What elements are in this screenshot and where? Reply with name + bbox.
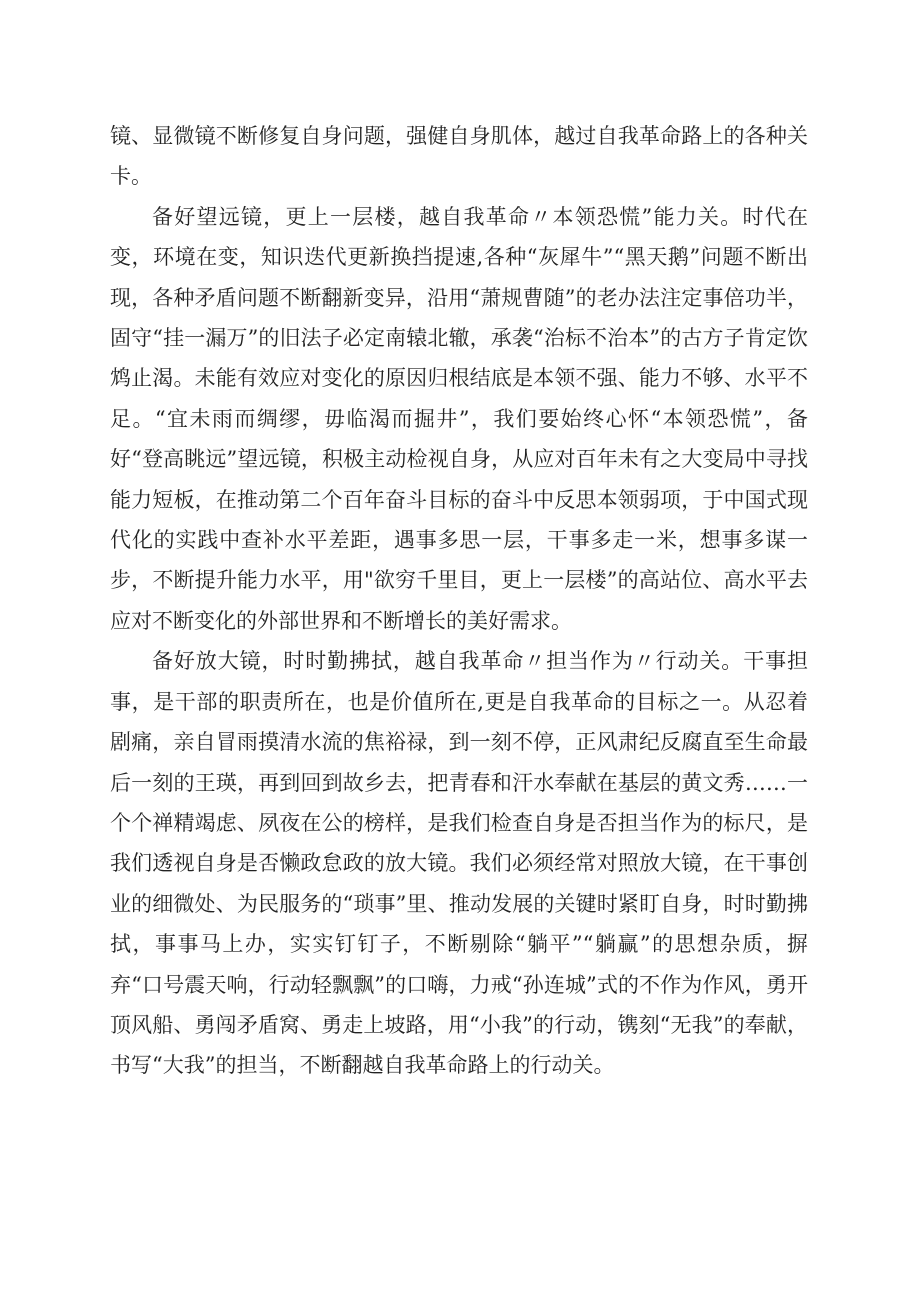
paragraph-telescope: 备好望远镜，更上一层楼，越自我革命〃本领恐慌”能力关。时代在变，环境在变，知识迭代更新换挡提速,各种“灰犀牛”“黑天鹅”问题不断出现，各种矛盾问题不断翻新变异，沿用“萧规曹随”的老办法注定事倍功半，固守“挂一漏万”的旧法子必定南辕北辙，承袭“治标不治本”的古方子肯定饮鸩止渴。未能有效应对变化的原因归根结底是本领不强、能力不够、水平不足。“宜未雨而绸缪，毋临渴而掘井”，我们要始终心怀“本领恐慌”，备好“登高眺远”望远镜，积极主动检视自身，从应对百年未有之大变局中寻找能力短板，在推动第二个百年奋斗目标的奋斗中反思本领弱项，于中国式现代化的实践中查补水平差距，遇事多思一层，干事多走一米，想事多谋一步，不断提升能力水平，用"欲穷千里目，更上一层楼”的高站位、高水平去应对不断变化的外部世界和不断增长的美好需求。 — [110, 204, 808, 633]
body-text — [110, 116, 808, 1086]
paragraph-magnifier: 备好放大镜，时时勤拂拭，越自我革命〃担当作为〃行动关。干事担事，是干部的职责所在，也是价值所在,更是自我革命的目标之一。从忍着剧痛，亲自冒雨摸清水流的焦裕禄，到一刻不停，正风肃纪反腐直至生命最后一刻的王瑛，再到回到故乡去，把青春和汗水奉献在基层的黄文秀……一个个禅精竭虑、夙夜在公的榜样，是我们检查自身是否担当作为的标尺，是我们透视自身是否懒政怠政的放大镜。我们必须经常对照放大镜，在干事创业的细微处、为民服务的“琐事”里、推动发展的关键时紧盯自身，时时勤拂拭，事事马上办，实实钉钉子，不断剔除“躺平”“躺赢”的思想杂质，摒弃“口号震天响，行动轻飘飘”的口嗨，力戒“孙连城”式的不作为作风，勇开顶风船、勇闯矛盾窝、勇走上坡路，用“小我”的行动，镌刻“无我”的奉献，书写“大我”的担当，不断翻越自我革命路上的行动关。 — [110, 649, 808, 1078]
paragraph-continuation: 镜、显微镜不断修复自身问题，强健自身肌体，越过自我革命路上的各种关卡。 — [110, 124, 808, 189]
